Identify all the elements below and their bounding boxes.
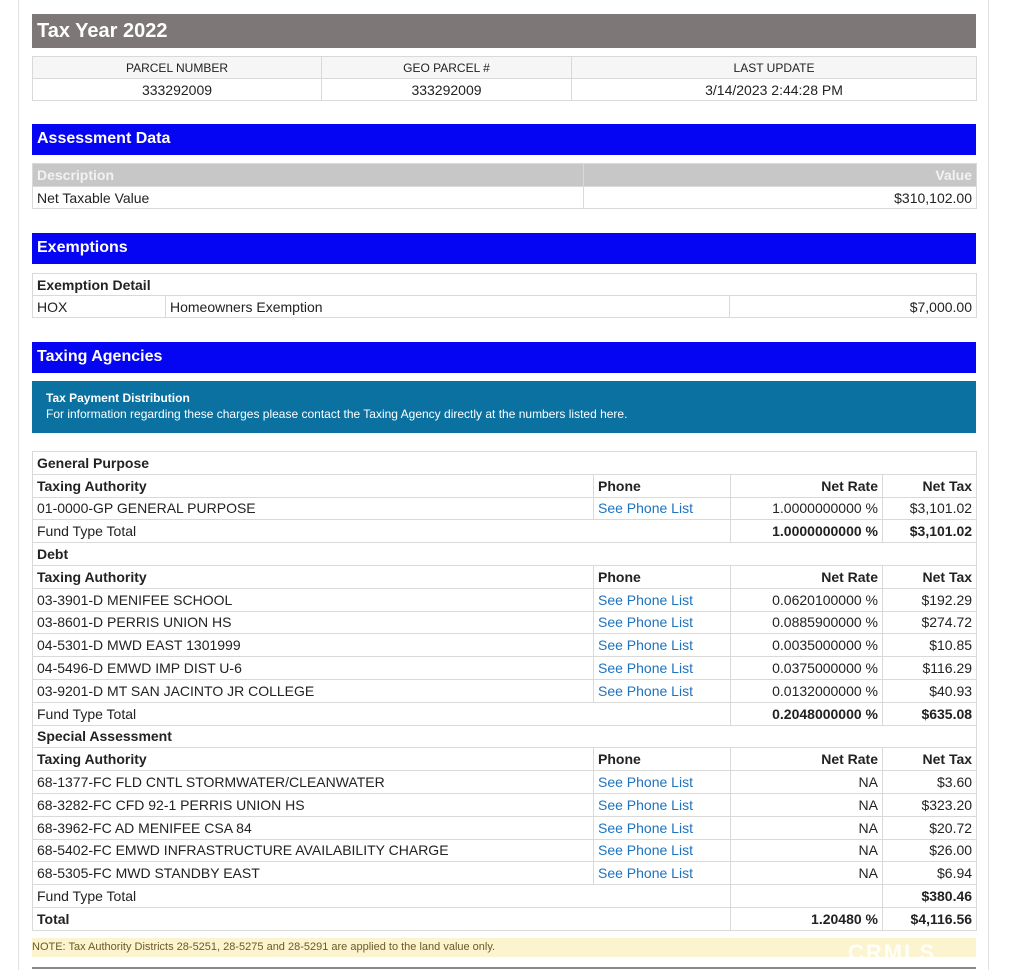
net-rate-value: NA [731,816,883,839]
taxing-authority-name: 68-5402-FC EMWD INFRASTRUCTURE AVAILABILITY CHARGE [33,839,594,862]
see-phone-list-link[interactable]: See Phone List [594,588,731,611]
grand-total-row [33,907,977,930]
assessment-data-heading: Assessment Data [32,124,976,155]
net-rate-value: 0.0620100000 % [731,588,883,611]
grand-total-label: Total [33,907,731,930]
net-tax-column-header: Net Tax [883,474,977,497]
description-column-header: Description [33,164,584,187]
taxing-authority-row [33,862,977,885]
net-rate-column-header: Net Rate [731,565,883,588]
net-rate-value: 0.0885900000 % [731,611,883,634]
taxing-authority-row [33,634,977,657]
last-update-value: 3/14/2023 2:44:28 PM [572,79,977,101]
net-tax-value: $3,101.02 [883,497,977,520]
fund-type-total-row [33,885,977,908]
tax-column-header-row [33,474,977,497]
tax-payment-distribution-box [32,381,976,433]
net-tax-value: $116.29 [883,657,977,680]
taxing-authority-name: 01-0000-GP GENERAL PURPOSE [33,497,594,520]
net-rate-value: 1.0000000000 % [731,497,883,520]
net-tax-value: $6.94 [883,862,977,885]
taxing-authority-name: 68-3282-FC CFD 92-1 PERRIS UNION HS [33,793,594,816]
fund-type-total-rate: 0.2048000000 % [731,702,883,725]
exemption-code: HOX [33,296,166,318]
net-tax-value: $40.93 [883,679,977,702]
taxing-authority-name: 04-5496-D EMWD IMP DIST U-6 [33,657,594,680]
taxing-authority-row [33,588,977,611]
parcel-number-header: PARCEL NUMBER [33,57,322,79]
grand-total-tax: $4,116.56 [883,907,977,930]
net-rate-value: NA [731,839,883,862]
bottom-divider [32,967,976,969]
exemption-name: Homeowners Exemption [166,296,730,318]
net-rate-value: 0.0375000000 % [731,657,883,680]
see-phone-list-link[interactable]: See Phone List [594,771,731,794]
tax-payment-distribution-text: For information regarding these charges please contact the Taxing Agency directly at the numbers listed here. [46,407,628,421]
phone-column-header: Phone [594,748,731,771]
net-rate-value: 0.0035000000 % [731,634,883,657]
taxing-authority-row [33,816,977,839]
assessment-table [32,163,977,209]
geo-parcel-value: 333292009 [322,79,572,101]
parcel-table [32,56,977,101]
net-tax-value: $10.85 [883,634,977,657]
taxing-agencies-heading: Taxing Agencies [32,342,976,373]
taxing-agencies-table [32,451,977,931]
fund-type-total-tax: $380.46 [883,885,977,908]
net-rate-column-header: Net Rate [731,748,883,771]
taxing-authority-name: 04-5301-D MWD EAST 1301999 [33,634,594,657]
taxing-authority-name: 03-3901-D MENIFEE SCHOOL [33,588,594,611]
value-column-header: Value [584,164,977,187]
taxing-authority-row [33,839,977,862]
taxing-authority-row [33,771,977,794]
phone-column-header: Phone [594,474,731,497]
page-frame-left [18,0,19,970]
fund-group-name: Special Assessment [33,725,977,748]
see-phone-list-link[interactable]: See Phone List [594,657,731,680]
taxing-authority-row [33,679,977,702]
net-tax-column-header: Net Tax [883,748,977,771]
fund-type-total-rate [731,885,883,908]
taxing-authority-row [33,611,977,634]
tax-column-header-row [33,748,977,771]
net-tax-value: $3.60 [883,771,977,794]
land-value-note: NOTE: Tax Authority Districts 28-5251, 28-5275 and 28-5291 are applied to the land value only. [32,938,976,957]
fund-type-total-tax: $3,101.02 [883,520,977,543]
see-phone-list-link[interactable]: See Phone List [594,497,731,520]
fund-type-total-label: Fund Type Total [33,702,731,725]
see-phone-list-link[interactable]: See Phone List [594,611,731,634]
last-update-header: LAST UPDATE [572,57,977,79]
net-rate-value: NA [731,771,883,794]
fund-type-total-row [33,702,977,725]
exemptions-heading: Exemptions [32,233,976,264]
fund-type-total-label: Fund Type Total [33,520,731,543]
exemption-detail-label: Exemption Detail [33,274,977,296]
fund-group-name: General Purpose [33,452,977,475]
net-tax-value: $20.72 [883,816,977,839]
net-tax-column-header: Net Tax [883,565,977,588]
see-phone-list-link[interactable]: See Phone List [594,862,731,885]
see-phone-list-link[interactable]: See Phone List [594,816,731,839]
see-phone-list-link[interactable]: See Phone List [594,679,731,702]
tax-column-header-row [33,565,977,588]
taxing-authority-name: 68-5305-FC MWD STANDBY EAST [33,862,594,885]
taxing-authority-column-header: Taxing Authority [33,474,594,497]
taxing-authority-name: 68-3962-FC AD MENIFEE CSA 84 [33,816,594,839]
net-rate-value: 0.0132000000 % [731,679,883,702]
see-phone-list-link[interactable]: See Phone List [594,634,731,657]
phone-column-header: Phone [594,565,731,588]
net-tax-value: $26.00 [883,839,977,862]
net-rate-value: NA [731,862,883,885]
fund-type-total-tax: $635.08 [883,702,977,725]
taxing-authority-column-header: Taxing Authority [33,565,594,588]
fund-group-row [33,452,977,475]
net-rate-value: NA [731,793,883,816]
page-frame-right [988,0,989,970]
fund-group-row [33,543,977,566]
fund-group-name: Debt [33,543,977,566]
net-rate-column-header: Net Rate [731,474,883,497]
net-taxable-value-label: Net Taxable Value [33,187,584,209]
taxing-authority-row [33,497,977,520]
fund-type-total-label: Fund Type Total [33,885,731,908]
exemptions-table [32,273,977,318]
watermark-logo: CRMLS [848,940,937,965]
taxing-authority-name: 03-8601-D PERRIS UNION HS [33,611,594,634]
grand-total-rate: 1.20480 % [731,907,883,930]
fund-type-total-rate: 1.0000000000 % [731,520,883,543]
see-phone-list-link[interactable]: See Phone List [594,793,731,816]
geo-parcel-header: GEO PARCEL # [322,57,572,79]
taxing-authority-name: 68-1377-FC FLD CNTL STORMWATER/CLEANWATER [33,771,594,794]
fund-type-total-row [33,520,977,543]
taxing-authority-name: 03-9201-D MT SAN JACINTO JR COLLEGE [33,679,594,702]
parcel-number-value: 333292009 [33,79,322,101]
taxing-authority-row [33,657,977,680]
taxing-authority-column-header: Taxing Authority [33,748,594,771]
exemption-amount: $7,000.00 [730,296,977,318]
see-phone-list-link[interactable]: See Phone List [594,839,731,862]
tax-payment-distribution-title: Tax Payment Distribution [46,391,190,405]
net-tax-value: $192.29 [883,588,977,611]
taxing-authority-row [33,793,977,816]
fund-group-row [33,725,977,748]
net-tax-value: $323.20 [883,793,977,816]
tax-year-title: Tax Year 2022 [32,14,976,48]
net-tax-value: $274.72 [883,611,977,634]
net-taxable-value-amount: $310,102.00 [584,187,977,209]
